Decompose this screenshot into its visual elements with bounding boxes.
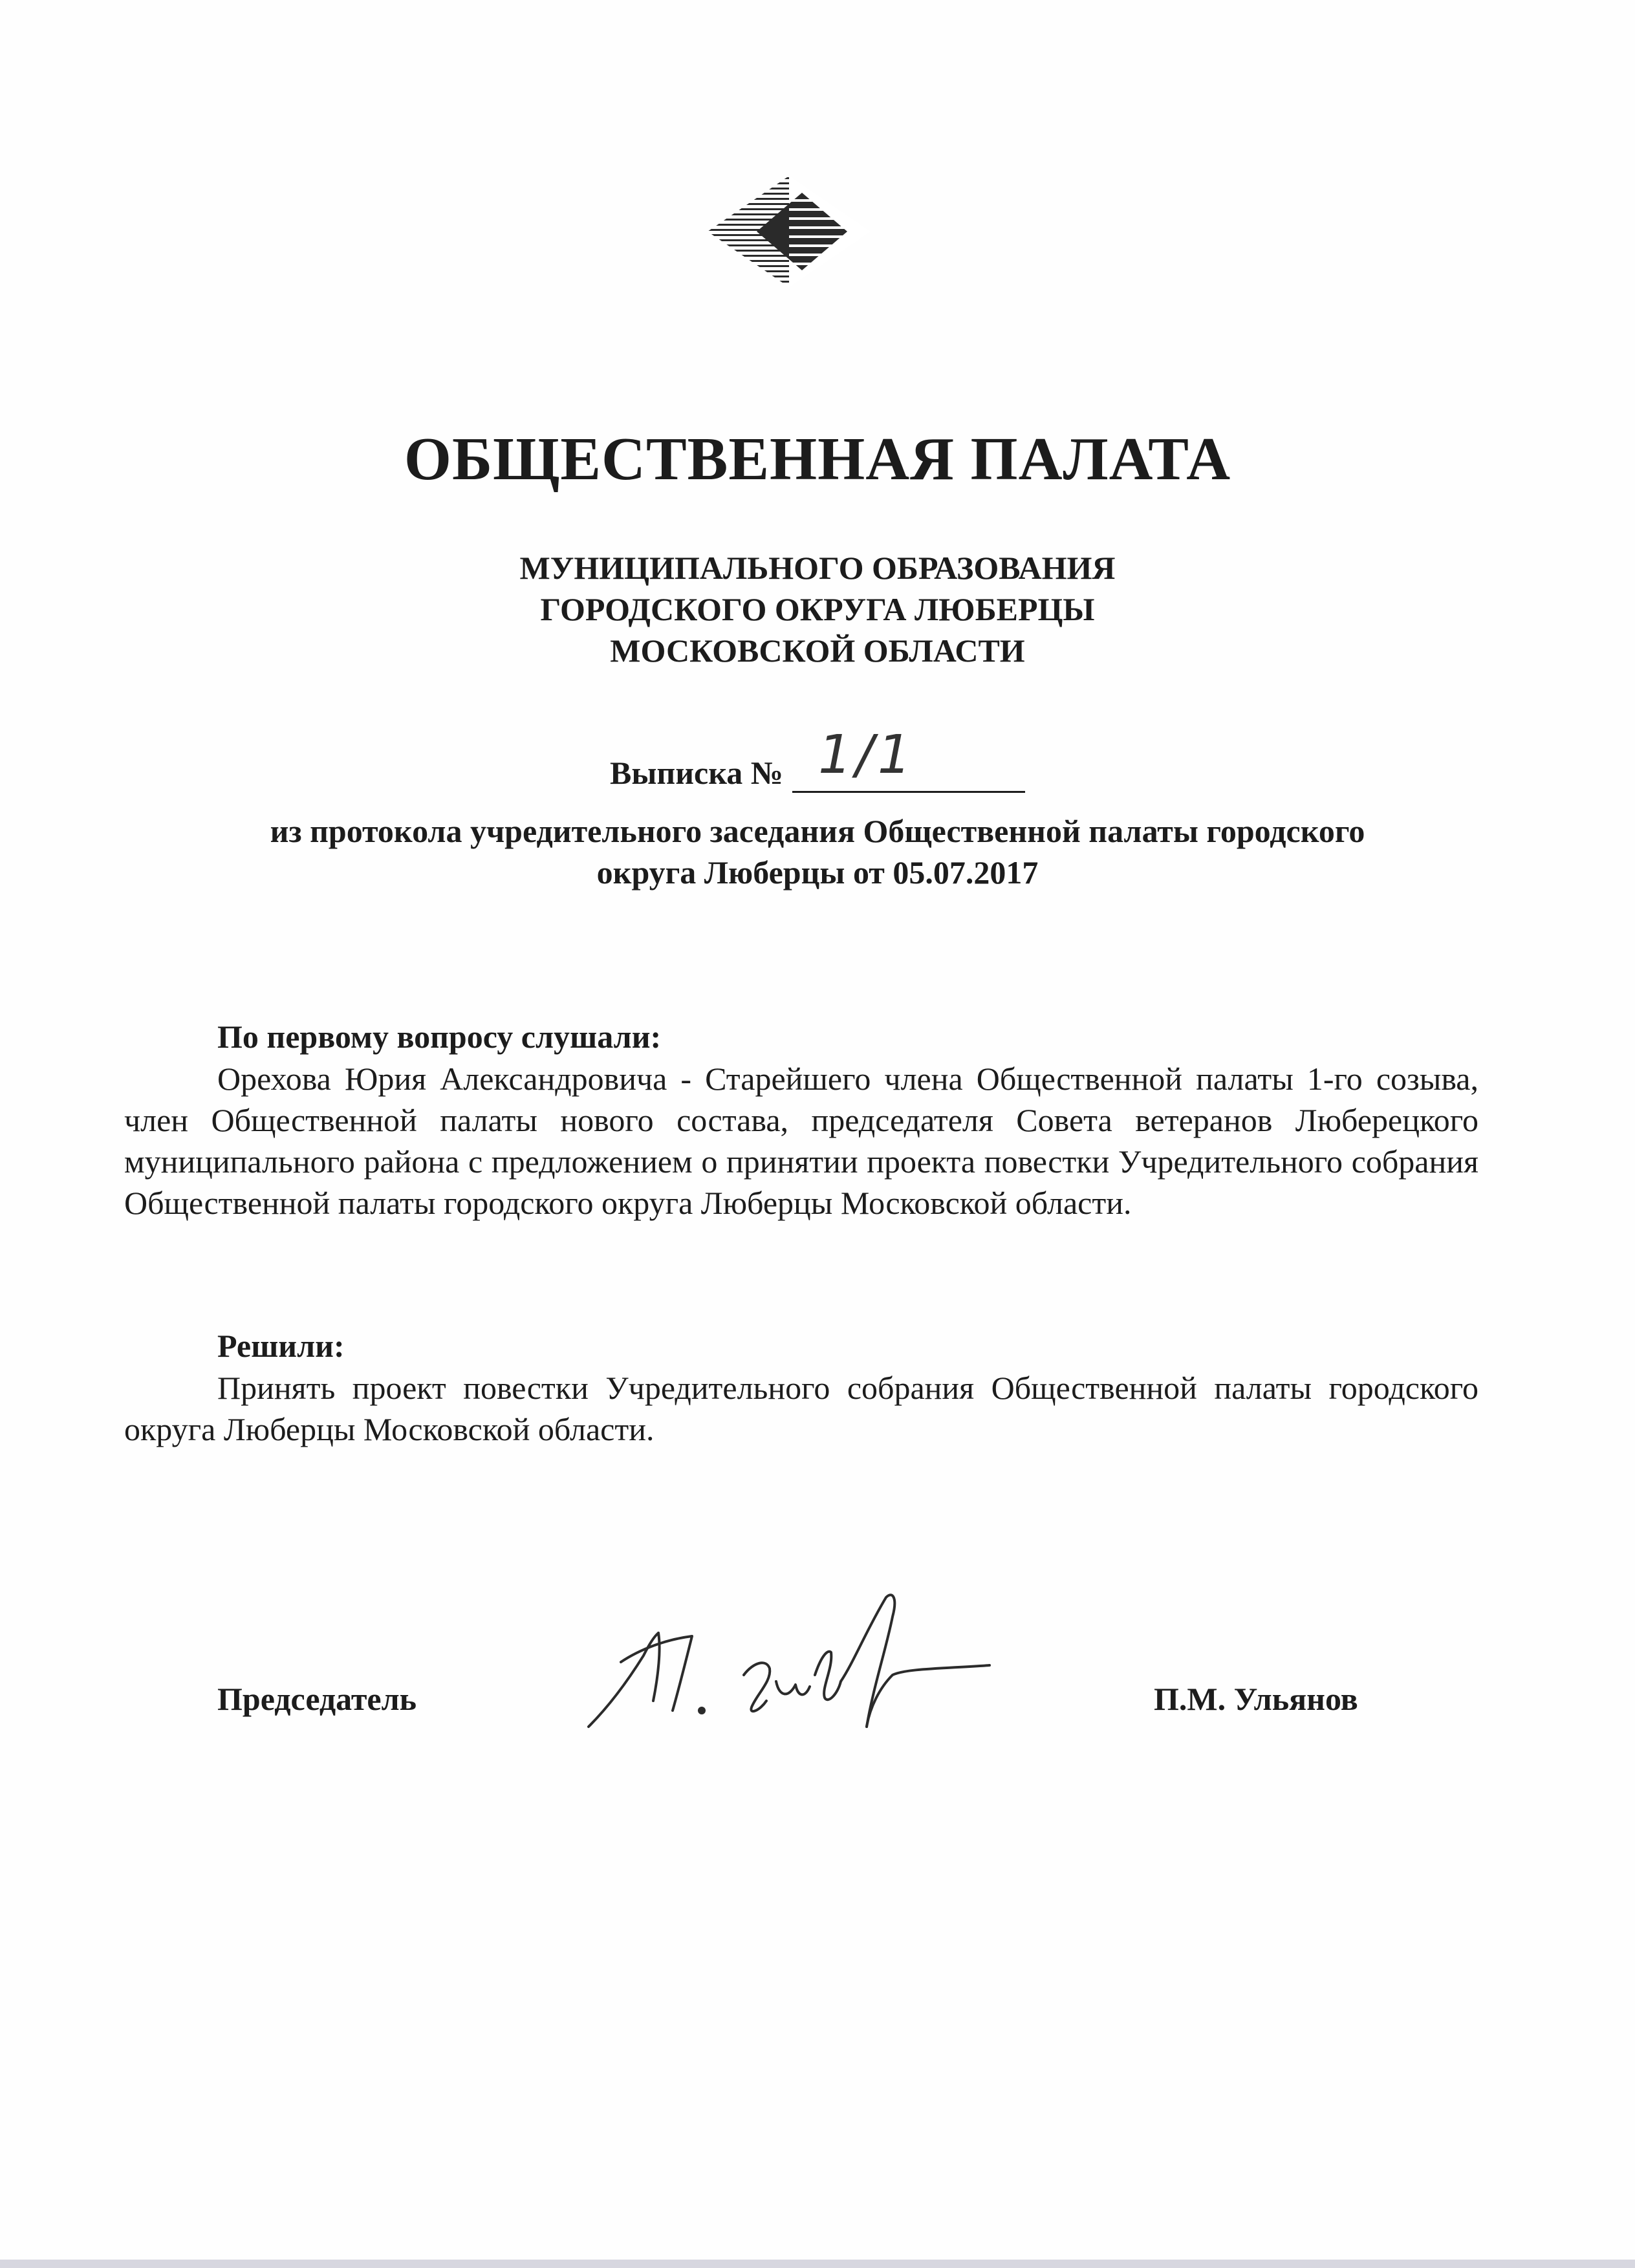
protocol-line-1: из протокола учредительного заседания Общественной палаты городского xyxy=(270,813,1365,849)
diamond-stripes-logo-icon xyxy=(705,173,873,290)
protocol-line-2: округа Люберцы от 05.07.2017 xyxy=(596,854,1039,891)
extract-label: Выписка № xyxy=(610,755,783,791)
question-paragraph: Орехова Юрия Александровича - Старейшего члена Общественной палаты 1-го созыва, член Общественной палаты нового состава, председателя Совета ветеранов Люберецкого муниципального района с предложением о принятии проекта повестки Учредительного собрания Общественной палаты городского округа Люберцы Московской области. xyxy=(124,1061,1478,1221)
extract-number-field xyxy=(792,724,1025,793)
scan-bottom-edge xyxy=(0,2260,1635,2268)
subtitle-line-3: МОСКОВСКОЙ ОБЛАСТИ xyxy=(610,632,1025,669)
decided-paragraph: Принять проект повестки Учредительного собрания Общественной палаты городского округа Люберцы Московской области. xyxy=(124,1370,1478,1447)
signature-role: Председатель xyxy=(217,1681,417,1717)
extract-number-line xyxy=(0,724,1635,793)
extract-number-handwritten: 1/1 xyxy=(818,724,915,786)
question-heading: По первому вопросу слушали: xyxy=(217,1019,662,1055)
signatory-name: П.М. Ульянов xyxy=(1154,1681,1358,1717)
document-title: ОБЩЕСТВЕННАЯ ПАЛАТА xyxy=(404,426,1231,493)
subtitle-line-2: ГОРОДСКОГО ОКРУГА ЛЮБЕРЦЫ xyxy=(540,591,1095,627)
subtitle-line-1: МУНИЦИПАЛЬНОГО ОБРАЗОВАНИЯ xyxy=(519,550,1116,586)
handwritten-signature xyxy=(582,1578,996,1746)
decided-heading: Решили: xyxy=(217,1328,345,1364)
